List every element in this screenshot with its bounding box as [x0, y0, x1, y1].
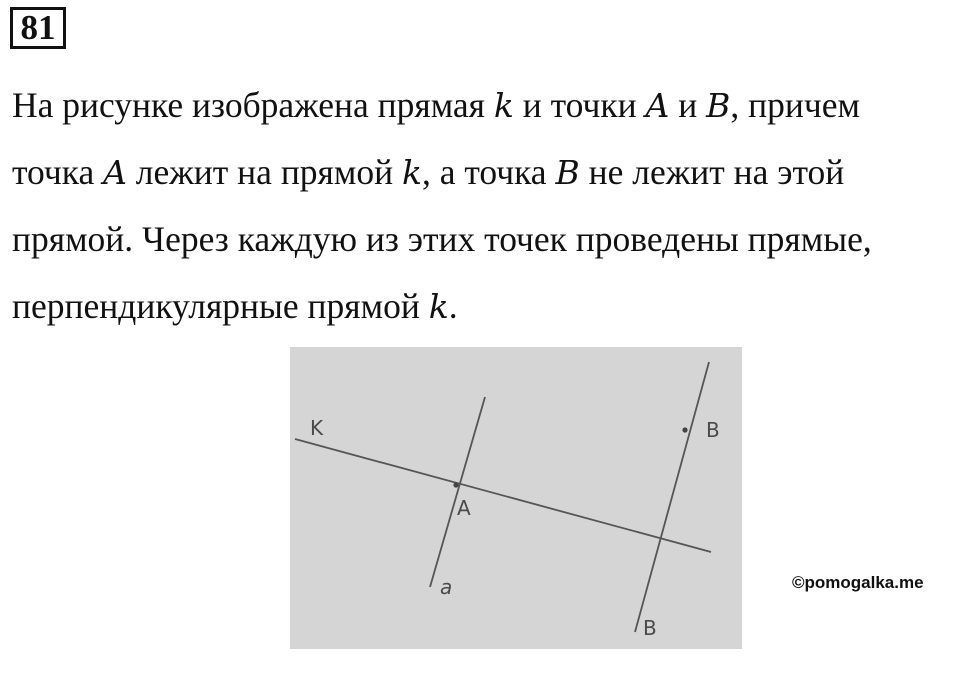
- text-line: [12, 206, 952, 273]
- text-segment: перпендикулярные прямой: [12, 286, 429, 326]
- label-point-b: B: [706, 418, 720, 442]
- label-line-b: B: [643, 616, 657, 640]
- math-variable: B: [555, 153, 580, 192]
- line-k: [295, 439, 711, 552]
- point-b: [682, 427, 687, 432]
- math-variable: B: [706, 86, 731, 125]
- math-variable: k: [428, 287, 449, 326]
- text-segment: , причем: [730, 85, 860, 125]
- math-variable: k: [493, 86, 514, 125]
- text-segment: лежит на прямой: [126, 152, 402, 192]
- text-line: [12, 139, 952, 206]
- watermark: ©pomogalka.me: [792, 573, 924, 592]
- text-segment: На рисунке изображена прямая: [12, 85, 494, 125]
- geometry-figure: [290, 347, 742, 649]
- point-a: [453, 482, 458, 487]
- text-segment: .: [448, 286, 458, 326]
- figure-drawing: [290, 347, 742, 649]
- text-segment: , а точка: [421, 152, 556, 192]
- math-variable: A: [645, 86, 670, 125]
- label-line-a: a: [440, 575, 453, 599]
- text-line: [12, 72, 952, 139]
- problem-text: [12, 72, 952, 340]
- label-point-a: A: [457, 496, 471, 520]
- line-a-perpendicular: [430, 397, 485, 587]
- label-k: K: [310, 416, 324, 440]
- text-segment: точка: [12, 152, 104, 192]
- text-segment: и точки: [513, 85, 646, 125]
- text-segment: не лежит на этой: [579, 152, 845, 192]
- text-segment: прямой. Через каждую из этих точек проведены прямые,: [12, 219, 872, 259]
- problem-number: 81: [10, 7, 66, 49]
- line-b-perpendicular: [635, 362, 709, 632]
- text-segment: и: [669, 85, 707, 125]
- math-variable: k: [401, 153, 422, 192]
- math-variable: A: [103, 153, 127, 192]
- text-line: [12, 273, 952, 340]
